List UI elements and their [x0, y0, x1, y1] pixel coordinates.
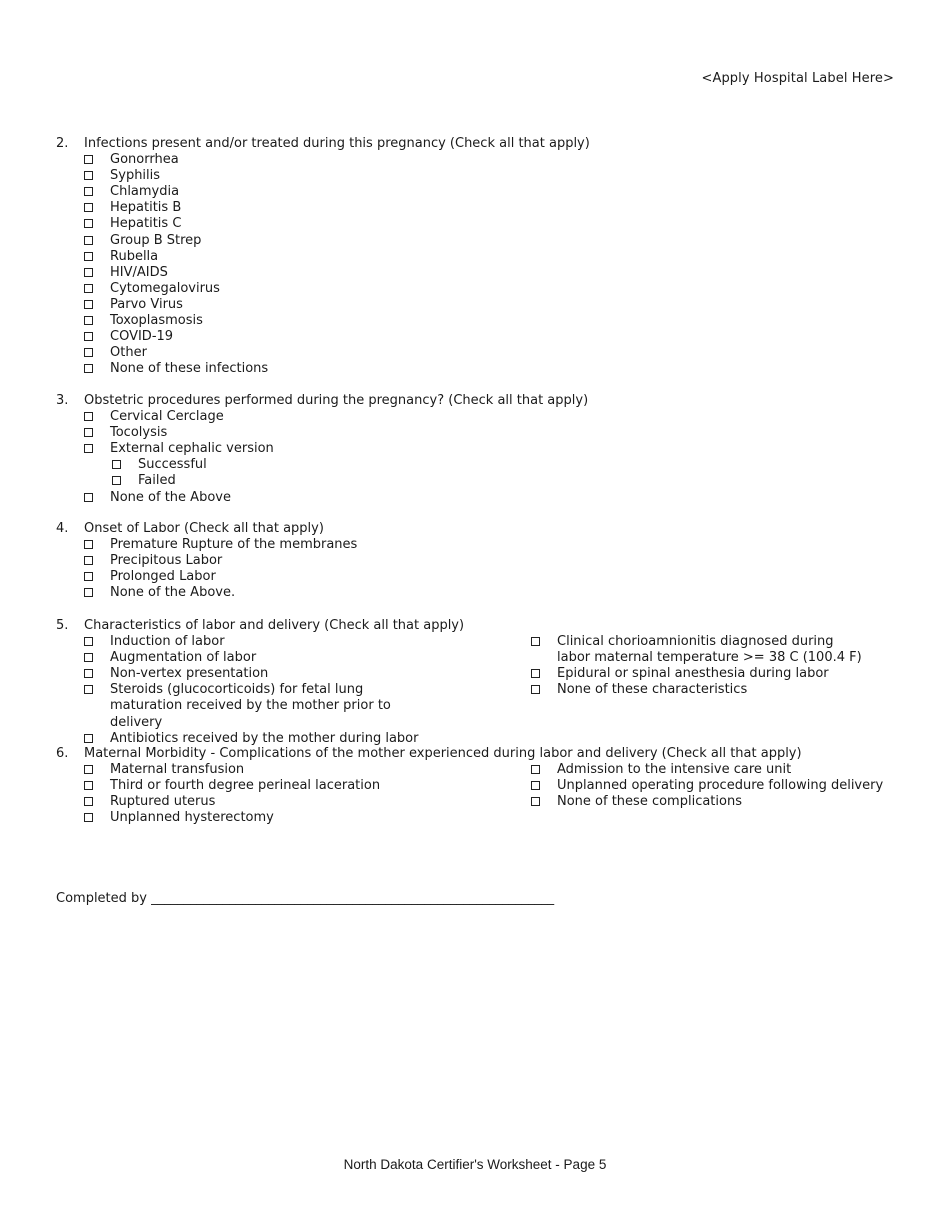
- option-antibiotics[interactable]: Antibiotics received by the mother during labor: [84, 731, 531, 747]
- option-none-characteristics[interactable]: None of these characteristics: [531, 682, 916, 698]
- checkbox[interactable]: [84, 348, 93, 357]
- option-hepatitis-b[interactable]: Hepatitis B: [84, 200, 916, 216]
- option-none-infections[interactable]: None of these infections: [84, 361, 916, 377]
- option-rubella[interactable]: Rubella: [84, 249, 916, 265]
- question-5-labor-characteristics: [56, 618, 916, 747]
- checkbox[interactable]: [84, 332, 93, 341]
- option-cervical-cerclage[interactable]: Cervical Cerclage: [84, 409, 916, 425]
- option-tocolysis[interactable]: Tocolysis: [84, 425, 916, 441]
- checkbox[interactable]: [531, 669, 540, 678]
- checkbox[interactable]: [84, 797, 93, 806]
- checkbox[interactable]: [84, 685, 93, 694]
- checkbox[interactable]: [84, 203, 93, 212]
- option-steroids[interactable]: Steroids (glucocorticoids) for fetal lung maturation received by the mother prior to delivery: [84, 682, 531, 730]
- option-toxoplasmosis[interactable]: Toxoplasmosis: [84, 313, 916, 329]
- checkbox[interactable]: [84, 572, 93, 581]
- completed-by-line[interactable]: [56, 891, 554, 906]
- checkbox[interactable]: [84, 588, 93, 597]
- checkbox[interactable]: [112, 460, 121, 469]
- option-chlamydia[interactable]: Chlamydia: [84, 184, 916, 200]
- checkbox[interactable]: [84, 236, 93, 245]
- checkbox[interactable]: [531, 797, 540, 806]
- checkbox[interactable]: [84, 813, 93, 822]
- option-precipitous-labor[interactable]: Precipitous Labor: [84, 553, 916, 569]
- option-parvo-virus[interactable]: Parvo Virus: [84, 297, 916, 313]
- question-number: 5.: [56, 618, 69, 633]
- option-covid-19[interactable]: COVID-19: [84, 329, 916, 345]
- option-none-of-the-above[interactable]: None of the Above.: [84, 585, 916, 601]
- option-maternal-transfusion[interactable]: Maternal transfusion: [84, 762, 531, 778]
- question-text: Maternal Morbidity - Complications of the mother experienced during labor and delivery (Check all that apply): [84, 746, 802, 761]
- checkbox[interactable]: [84, 171, 93, 180]
- completed-by-label: Completed by: [56, 891, 147, 906]
- option-none-of-the-above[interactable]: None of the Above: [84, 490, 916, 506]
- question-text: Obstetric procedures performed during the pregnancy? (Check all that apply): [84, 393, 589, 408]
- option-premature-rupture[interactable]: Premature Rupture of the membranes: [84, 537, 916, 553]
- question-2-infections: [56, 136, 916, 377]
- question-number: 2.: [56, 136, 69, 151]
- checkbox[interactable]: [531, 637, 540, 646]
- checkbox[interactable]: [84, 252, 93, 261]
- checkbox[interactable]: [84, 540, 93, 549]
- page-footer: North Dakota Certifier's Worksheet - Page 5: [343, 1157, 607, 1172]
- option-gonorrhea[interactable]: Gonorrhea: [84, 152, 916, 168]
- option-external-cephalic-version[interactable]: External cephalic version: [84, 441, 916, 457]
- question-text: Characteristics of labor and delivery (Check all that apply): [84, 618, 465, 633]
- checkbox[interactable]: [84, 428, 93, 437]
- checkbox[interactable]: [84, 493, 93, 502]
- option-hiv-aids[interactable]: HIV/AIDS: [84, 265, 916, 281]
- option-ruptured-uterus[interactable]: Ruptured uterus: [84, 794, 531, 810]
- checkbox[interactable]: [84, 316, 93, 325]
- completed-by-signature-line[interactable]: ______________________________________________________________: [151, 891, 555, 906]
- checkbox[interactable]: [84, 284, 93, 293]
- question-3-obstetric-procedures: [56, 393, 916, 506]
- checkbox[interactable]: [84, 653, 93, 662]
- option-unplanned-operating-procedure[interactable]: Unplanned operating procedure following delivery: [531, 778, 916, 794]
- option-induction-of-labor[interactable]: Induction of labor: [84, 634, 531, 650]
- checkbox[interactable]: [84, 412, 93, 421]
- checkbox[interactable]: [84, 781, 93, 790]
- option-hepatitis-c[interactable]: Hepatitis C: [84, 216, 916, 232]
- question-number: 6.: [56, 746, 69, 761]
- option-unplanned-hysterectomy[interactable]: Unplanned hysterectomy: [84, 810, 531, 826]
- checkbox[interactable]: [84, 556, 93, 565]
- option-cytomegalovirus[interactable]: Cytomegalovirus: [84, 281, 916, 297]
- option-augmentation-of-labor[interactable]: Augmentation of labor: [84, 650, 531, 666]
- option-ecv-successful[interactable]: Successful: [112, 457, 916, 473]
- checkbox[interactable]: [112, 476, 121, 485]
- option-ecv-failed[interactable]: Failed: [112, 473, 916, 489]
- question-6-maternal-morbidity: [56, 746, 916, 826]
- checkbox[interactable]: [531, 781, 540, 790]
- question-text: Onset of Labor (Check all that apply): [84, 521, 324, 536]
- option-clinical-chorioamnionitis[interactable]: Clinical chorioamnionitis diagnosed during labor maternal temperature >= 38 C (100.4 F): [531, 634, 916, 666]
- option-non-vertex-presentation[interactable]: Non-vertex presentation: [84, 666, 531, 682]
- option-none-complications[interactable]: None of these complications: [531, 794, 916, 810]
- question-text: Infections present and/or treated during this pregnancy (Check all that apply): [84, 136, 590, 151]
- option-syphilis[interactable]: Syphilis: [84, 168, 916, 184]
- option-perineal-laceration[interactable]: Third or fourth degree perineal laceration: [84, 778, 531, 794]
- hospital-label-placeholder: <Apply Hospital Label Here>: [701, 71, 894, 86]
- checkbox[interactable]: [531, 685, 540, 694]
- checkbox[interactable]: [531, 765, 540, 774]
- option-prolonged-labor[interactable]: Prolonged Labor: [84, 569, 916, 585]
- checkbox[interactable]: [84, 734, 93, 743]
- checkbox[interactable]: [84, 637, 93, 646]
- checkbox[interactable]: [84, 444, 93, 453]
- checkbox[interactable]: [84, 219, 93, 228]
- option-epidural-spinal-anesthesia[interactable]: Epidural or spinal anesthesia during labor: [531, 666, 916, 682]
- checkbox[interactable]: [84, 155, 93, 164]
- option-group-b-strep[interactable]: Group B Strep: [84, 233, 916, 249]
- option-icu-admission[interactable]: Admission to the intensive care unit: [531, 762, 916, 778]
- checkbox[interactable]: [84, 300, 93, 309]
- checkbox[interactable]: [84, 268, 93, 277]
- checkbox[interactable]: [84, 364, 93, 373]
- option-other[interactable]: Other: [84, 345, 916, 361]
- question-4-onset-of-labor: [56, 521, 916, 601]
- checkbox[interactable]: [84, 187, 93, 196]
- question-number: 3.: [56, 393, 69, 408]
- checkbox[interactable]: [84, 669, 93, 678]
- checkbox[interactable]: [84, 765, 93, 774]
- question-number: 4.: [56, 521, 69, 536]
